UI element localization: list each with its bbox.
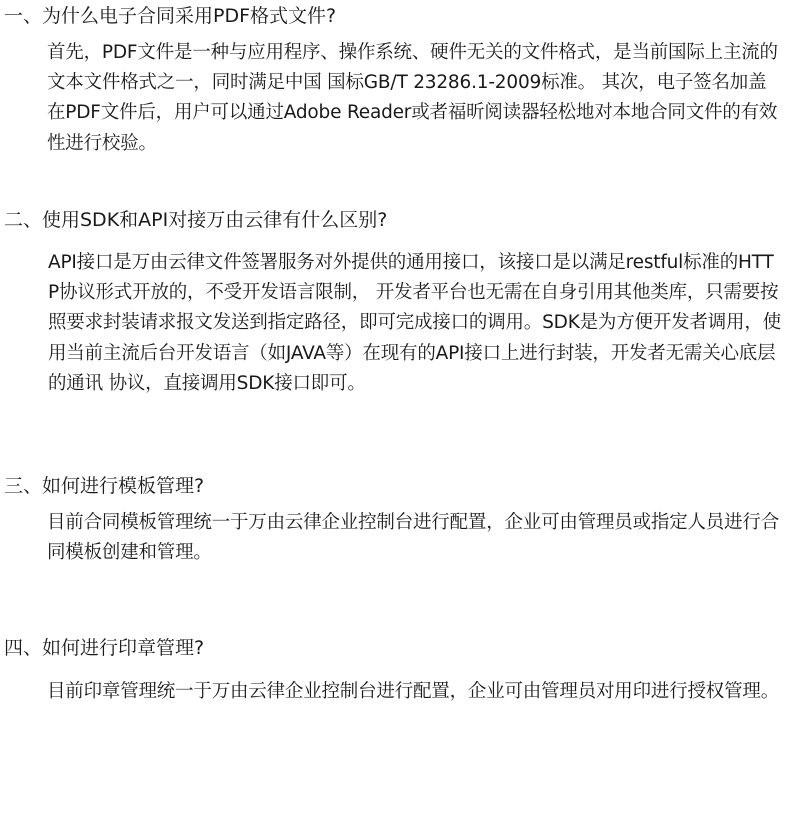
faq-question-template-management: 三、如何进行模板管理?: [4, 475, 205, 497]
faq-question-seal-management: 四、如何进行印章管理?: [4, 637, 205, 659]
faq-answer-template-management: 目前合同模板管理统一于万由云律企业控制台进行配置，企业可由管理员或指定人员进行合同模板创建和管理。: [47, 512, 780, 564]
faq-question-sdk-vs-api: 二、使用SDK和API对接万由云律有什么区别?: [4, 209, 388, 231]
faq-answer-pdf-format: 首先，PDF文件是一种与应用程序、操作系统、硬件无关的文件格式，是当前国际上主流的文本文件格式之一，同时满足中国 国标GB/T 23286.1-2009标准。 其次，电子签名加盖在PDF文件后，用户可以通过Adobe Reader或者福昕阅读器轻松地对本地合同文件的有效性进行校验。: [47, 42, 778, 154]
faq-answer-seal-management: 目前印章管理统一于万由云律企业控制台进行配置，企业可由管理员对用印进行授权管理。: [47, 681, 780, 702]
faq-question-pdf-format: 一、为什么电子合同采用PDF格式文件?: [4, 5, 337, 27]
faq-answer-sdk-vs-api: API接口是万由云律文件签署服务对外提供的通用接口，该接口是以满足restful标准的HTTP协议形式开放的，不受开发语言限制， 开发者平台也无需在自身引用其他类库，只需要按照要求封装请求报文发送到指定路径，即可完成接口的调用。SDK是为方便开发者调用，使用当前主流后台开发语言（如JAVA等）在现有的API接口上进行封装，开发者无需关心底层的通讯 协议，直接调用SDK接口即可。: [48, 252, 781, 394]
